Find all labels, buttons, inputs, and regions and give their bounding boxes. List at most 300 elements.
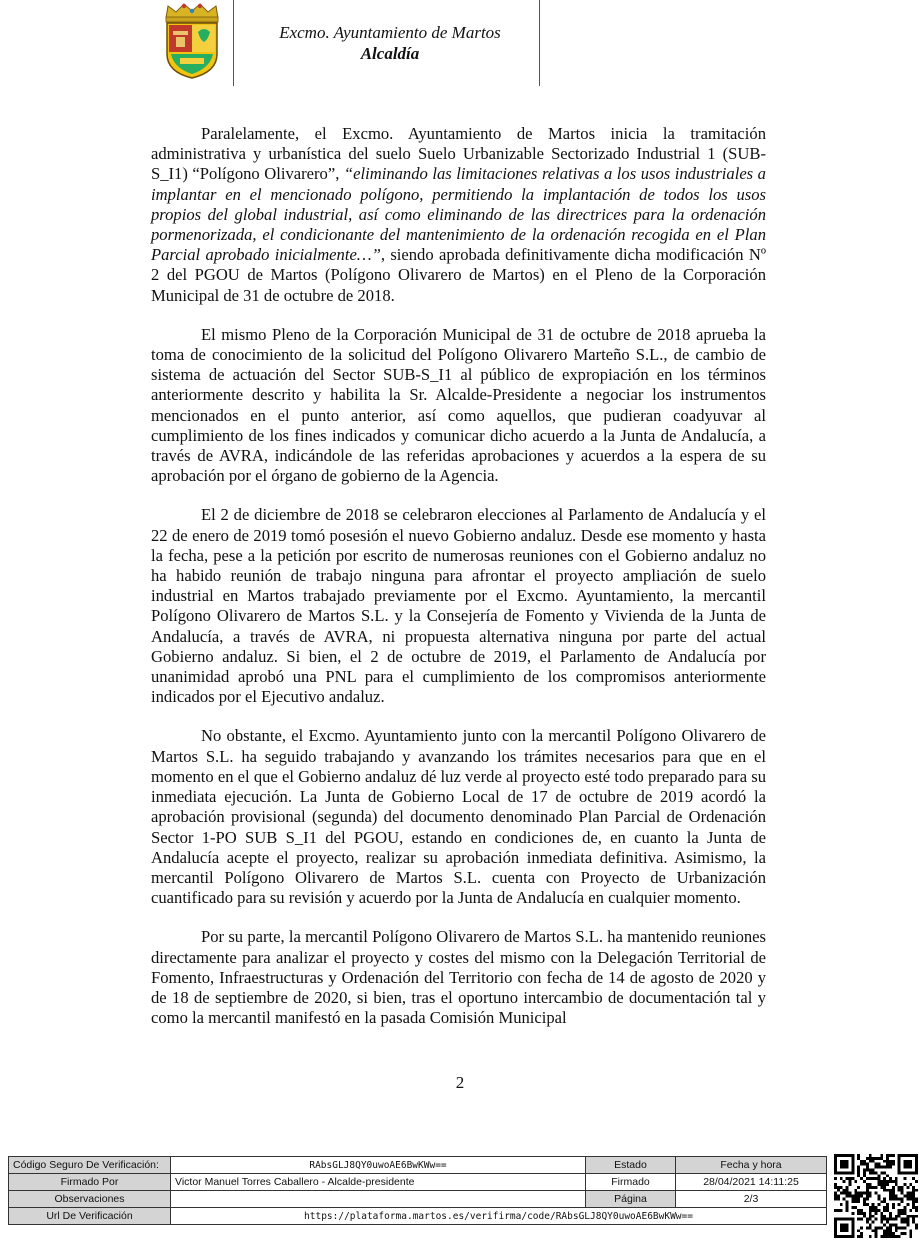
verification-row-url xyxy=(9,1208,827,1225)
qr-module xyxy=(843,1226,846,1229)
qr-module xyxy=(883,1189,886,1192)
qr-module xyxy=(886,1229,889,1232)
qr-module xyxy=(912,1177,915,1180)
qr-module xyxy=(875,1171,878,1174)
qr-module xyxy=(901,1171,904,1174)
qr-module xyxy=(860,1177,863,1180)
qr-module xyxy=(872,1171,875,1174)
qr-module xyxy=(886,1166,889,1169)
qr-module xyxy=(857,1200,860,1203)
qr-module xyxy=(915,1166,918,1169)
qr-module xyxy=(889,1212,892,1215)
qr-module xyxy=(848,1180,851,1183)
qr-module xyxy=(875,1186,878,1189)
qr-module xyxy=(880,1171,883,1174)
qr-module xyxy=(840,1226,843,1229)
qr-module xyxy=(877,1197,880,1200)
qr-module xyxy=(837,1154,840,1157)
qr-module xyxy=(851,1163,854,1166)
qr-module xyxy=(909,1229,912,1232)
qr-module xyxy=(875,1209,878,1212)
document-body xyxy=(151,124,766,1047)
qr-module xyxy=(912,1200,915,1203)
qr-module xyxy=(883,1197,886,1200)
qr-module xyxy=(860,1232,863,1235)
qr-module xyxy=(886,1160,889,1163)
qr-module xyxy=(843,1229,846,1232)
qr-module xyxy=(886,1203,889,1206)
qr-module xyxy=(892,1192,895,1195)
qr-module xyxy=(863,1180,866,1183)
qr-module xyxy=(843,1154,846,1157)
qr-module xyxy=(857,1235,860,1238)
qr-module xyxy=(898,1166,901,1169)
firmado-por-label: Firmado Por xyxy=(9,1174,171,1191)
qr-module xyxy=(857,1157,860,1160)
qr-module xyxy=(880,1200,883,1203)
qr-module xyxy=(846,1177,849,1180)
qr-module xyxy=(857,1154,860,1157)
qr-module xyxy=(904,1166,907,1169)
qr-module xyxy=(840,1171,843,1174)
qr-module xyxy=(901,1154,904,1157)
qr-module xyxy=(912,1197,915,1200)
qr-module xyxy=(854,1197,857,1200)
qr-module xyxy=(840,1166,843,1169)
header-divider-left xyxy=(233,0,234,86)
qr-module xyxy=(898,1171,901,1174)
qr-module xyxy=(915,1180,918,1183)
qr-module xyxy=(901,1226,904,1229)
qr-module xyxy=(883,1166,886,1169)
qr-module xyxy=(846,1209,849,1212)
qr-module xyxy=(846,1186,849,1189)
qr-module xyxy=(834,1229,837,1232)
qr-module xyxy=(851,1229,854,1232)
qr-module xyxy=(848,1192,851,1195)
qr-module xyxy=(843,1218,846,1221)
qr-module xyxy=(880,1180,883,1183)
qr-module xyxy=(901,1189,904,1192)
qr-module xyxy=(906,1154,909,1157)
qr-module xyxy=(904,1212,907,1215)
qr-module xyxy=(846,1224,849,1227)
qr-module xyxy=(886,1189,889,1192)
qr-module xyxy=(834,1226,837,1229)
qr-module xyxy=(898,1215,901,1218)
qr-module xyxy=(866,1192,869,1195)
qr-module xyxy=(915,1226,918,1229)
qr-module xyxy=(875,1232,878,1235)
qr-module xyxy=(872,1168,875,1171)
qr-module xyxy=(901,1221,904,1224)
qr-module xyxy=(851,1160,854,1163)
codigo-value: RAbsGLJ8QY0uwoAE6BwKWw== xyxy=(171,1157,586,1174)
qr-module xyxy=(895,1195,898,1198)
qr-module xyxy=(886,1235,889,1238)
qr-module xyxy=(875,1157,878,1160)
qr-module xyxy=(860,1212,863,1215)
qr-module xyxy=(877,1163,880,1166)
qr-module xyxy=(915,1160,918,1163)
paragraph-1-intro: Paralelamente, el Excmo. Ayuntamiento de Martos inicia la tramitación administrativa y urbanística del suelo Suelo Urbanizable Sectorizado Industrial 1 (SUB-S_I1) “Polígono Olivarero”, xyxy=(151,124,766,184)
qr-module xyxy=(880,1226,883,1229)
qr-module xyxy=(863,1174,866,1177)
qr-module xyxy=(877,1166,880,1169)
qr-module xyxy=(880,1212,883,1215)
qr-module xyxy=(898,1163,901,1166)
qr-module xyxy=(846,1189,849,1192)
qr-module xyxy=(889,1160,892,1163)
qr-module xyxy=(889,1154,892,1157)
qr-module xyxy=(851,1212,854,1215)
qr-module xyxy=(898,1212,901,1215)
qr-module xyxy=(860,1192,863,1195)
qr-module xyxy=(857,1209,860,1212)
qr-module xyxy=(843,1171,846,1174)
qr-module xyxy=(898,1209,901,1212)
qr-module xyxy=(869,1209,872,1212)
qr-module xyxy=(904,1163,907,1166)
qr-module xyxy=(895,1218,898,1221)
qr-module xyxy=(840,1218,843,1221)
qr-module xyxy=(860,1163,863,1166)
qr-module xyxy=(912,1195,915,1198)
qr-module xyxy=(889,1195,892,1198)
qr-module xyxy=(883,1209,886,1212)
qr-module xyxy=(892,1203,895,1206)
qr-module xyxy=(863,1212,866,1215)
qr-module xyxy=(851,1224,854,1227)
qr-module xyxy=(912,1171,915,1174)
qr-module xyxy=(909,1166,912,1169)
qr-module xyxy=(854,1195,857,1198)
qr-module xyxy=(843,1189,846,1192)
qr-module xyxy=(892,1180,895,1183)
qr-module xyxy=(846,1218,849,1221)
qr-module xyxy=(843,1166,846,1169)
qr-module xyxy=(895,1235,898,1238)
qr-module xyxy=(863,1192,866,1195)
qr-module xyxy=(886,1174,889,1177)
qr-module xyxy=(883,1177,886,1180)
qr-module xyxy=(883,1235,886,1238)
qr-module xyxy=(863,1200,866,1203)
qr-module xyxy=(904,1154,907,1157)
qr-module xyxy=(886,1232,889,1235)
qr-module xyxy=(866,1186,869,1189)
qr-module xyxy=(834,1218,837,1221)
qr-module xyxy=(840,1192,843,1195)
qr-module xyxy=(880,1186,883,1189)
qr-module xyxy=(892,1218,895,1221)
qr-module xyxy=(834,1154,837,1157)
qr-module xyxy=(906,1215,909,1218)
qr-module xyxy=(912,1203,915,1206)
qr-module xyxy=(883,1206,886,1209)
qr-module xyxy=(848,1183,851,1186)
qr-module xyxy=(869,1168,872,1171)
qr-module xyxy=(889,1166,892,1169)
qr-module xyxy=(872,1160,875,1163)
qr-module xyxy=(866,1203,869,1206)
qr-module xyxy=(880,1215,883,1218)
qr-module xyxy=(883,1224,886,1227)
qr-module xyxy=(906,1192,909,1195)
qr-module xyxy=(872,1215,875,1218)
qr-module xyxy=(851,1235,854,1238)
qr-module xyxy=(898,1235,901,1238)
observaciones-value xyxy=(171,1191,586,1208)
qr-module xyxy=(869,1215,872,1218)
qr-module xyxy=(906,1218,909,1221)
fecha-label: Fecha y hora xyxy=(676,1157,827,1174)
qr-module xyxy=(875,1226,878,1229)
qr-module xyxy=(892,1224,895,1227)
qr-module xyxy=(912,1154,915,1157)
qr-module xyxy=(886,1209,889,1212)
qr-module xyxy=(906,1160,909,1163)
qr-module xyxy=(860,1235,863,1238)
qr-module xyxy=(898,1197,901,1200)
qr-module xyxy=(843,1224,846,1227)
url-value[interactable]: https://plataforma.martos.es/verifirma/code/RAbsGLJ8QY0uwoAE6BwKWw== xyxy=(171,1208,827,1225)
qr-module xyxy=(901,1192,904,1195)
qr-module xyxy=(840,1224,843,1227)
qr-module xyxy=(843,1160,846,1163)
qr-module xyxy=(877,1183,880,1186)
qr-module xyxy=(889,1218,892,1221)
qr-module xyxy=(869,1206,872,1209)
qr-module xyxy=(875,1235,878,1238)
qr-module xyxy=(869,1226,872,1229)
qr-module xyxy=(909,1160,912,1163)
qr-module xyxy=(889,1177,892,1180)
qr-module xyxy=(863,1168,866,1171)
qr-module xyxy=(915,1206,918,1209)
pagina-label: Página xyxy=(586,1191,676,1208)
qr-module xyxy=(834,1183,837,1186)
qr-module xyxy=(909,1195,912,1198)
qr-module xyxy=(846,1203,849,1206)
qr-module xyxy=(866,1218,869,1221)
qr-module xyxy=(898,1157,901,1160)
qr-module xyxy=(886,1163,889,1166)
qr-module xyxy=(901,1186,904,1189)
qr-module xyxy=(892,1206,895,1209)
qr-module xyxy=(912,1186,915,1189)
qr-module xyxy=(837,1209,840,1212)
qr-module xyxy=(883,1171,886,1174)
qr-module xyxy=(915,1197,918,1200)
qr-module xyxy=(877,1177,880,1180)
qr-module xyxy=(912,1215,915,1218)
qr-module xyxy=(889,1163,892,1166)
qr-module xyxy=(886,1221,889,1224)
qr-module xyxy=(840,1209,843,1212)
qr-module xyxy=(846,1171,849,1174)
qr-module xyxy=(906,1186,909,1189)
qr-module xyxy=(851,1168,854,1171)
qr-module xyxy=(915,1215,918,1218)
institution-name: Excmo. Ayuntamiento de Martos xyxy=(279,23,501,42)
qr-module xyxy=(880,1221,883,1224)
qr-module xyxy=(872,1177,875,1180)
qr-module xyxy=(889,1235,892,1238)
qr-module xyxy=(906,1203,909,1206)
qr-module xyxy=(895,1197,898,1200)
qr-module xyxy=(866,1197,869,1200)
qr-module xyxy=(912,1221,915,1224)
verification-row-signer xyxy=(9,1174,827,1191)
qr-module xyxy=(912,1192,915,1195)
qr-module xyxy=(915,1157,918,1160)
qr-module xyxy=(857,1197,860,1200)
qr-module xyxy=(915,1200,918,1203)
qr-module xyxy=(883,1160,886,1163)
qr-module xyxy=(840,1160,843,1163)
letterhead xyxy=(240,22,540,64)
qr-module xyxy=(866,1195,869,1198)
qr-module xyxy=(895,1180,898,1183)
qr-module xyxy=(901,1200,904,1203)
qr-module xyxy=(869,1235,872,1238)
qr-module xyxy=(906,1195,909,1198)
qr-module xyxy=(860,1160,863,1163)
qr-module xyxy=(869,1224,872,1227)
qr-module xyxy=(869,1171,872,1174)
qr-module xyxy=(886,1154,889,1157)
qr-module xyxy=(869,1154,872,1157)
qr-module xyxy=(834,1166,837,1169)
qr-module xyxy=(837,1189,840,1192)
qr-module xyxy=(883,1229,886,1232)
paragraph-4: No obstante, el Excmo. Ayuntamiento junto con la mercantil Polígono Olivarero de Martos S.L. ha seguido trabajando y avanzando los trámites necesarios para que en el momento en el que el Gobierno andaluz dé luz verde al proyecto esté todo preparado para su inmediata ejecución. La Junta de Gobierno Local de 17 de octubre de 2019 acordó la aprobación provisional (segunda) del documento denominado Plan Parcial de Ordenación Sector 1-PO SUB S_I1 del PGOU, estando en condiciones de, en cuanto la Junta de Andalucía acepte el proyecto, realizar su aprobación inmediata definitiva. Asimismo, la mercantil Polígono Olivarero de Martos S.L. cuenta con Proyecto de Urbanización cuantificado para su revisión y acuerdo por la Junta de Andalucía en cualquier momento. xyxy=(151,726,766,908)
qr-module xyxy=(843,1192,846,1195)
qr-module xyxy=(906,1171,909,1174)
qr-module xyxy=(875,1177,878,1180)
qr-module xyxy=(851,1226,854,1229)
qr-module xyxy=(869,1157,872,1160)
qr-module xyxy=(869,1218,872,1221)
qr-module xyxy=(906,1163,909,1166)
qr-module xyxy=(912,1189,915,1192)
qr-module xyxy=(851,1232,854,1235)
qr-module xyxy=(872,1206,875,1209)
paragraph-1-quote: “eliminando las limitaciones relativas a los usos industriales a implantar en el mencionado polígono, permitiendo la implantación de todos los usos propios del global industrial, así como eliminando de las directrices para la ordenación pormenorizada, el condicionante del mantenimiento de la ordenación recogida en el Plan Parcial aprobado inicialmente…” xyxy=(151,164,766,265)
qr-module xyxy=(901,1197,904,1200)
qr-module xyxy=(901,1218,904,1221)
qr-module xyxy=(915,1171,918,1174)
paragraph-3: El 2 de diciembre de 2018 se celebraron elecciones al Parlamento de Andalucía y el 22 de enero de 2019 tomó posesión el nuevo Gobierno andaluz. Desde ese momento y hasta la fecha, pese a la petición por escrito de numerosas reuniones con el Gobierno andaluz no ha habido reunión de trabajo ninguna para afrontar el proyecto ampliación de suelo industrial en Martos trabajado previamente por el Excmo. Ayuntamiento, la mercantil Polígono Olivarero de Martos S.L. y la Consejería de Fomento y Vivienda de la Junta de Andalucía, a través de AVRA, ni propuesta alternativa ninguna por parte del actual Gobierno andaluz. Si bien, el 2 de octubre de 2019, el Parlamento de Andalucía por unanimidad aprobó una PNL para el cumplimiento de los compromisos anteriormente indicados por el Ejecutivo andaluz. xyxy=(151,505,766,707)
verification-table xyxy=(8,1156,827,1225)
qr-module xyxy=(898,1168,901,1171)
verification-row-code xyxy=(9,1157,827,1174)
qr-module xyxy=(895,1215,898,1218)
qr-module xyxy=(906,1166,909,1169)
qr-module xyxy=(904,1195,907,1198)
paragraph-5: Por su parte, la mercantil Polígono Olivarero de Martos S.L. ha mantenido reuniones directamente para analizar el proyecto y costes del mismo con la Delegación Territorial de Fomento, Infraestructuras y Ordenación del Territorio con fecha de 14 de agosto de 2020 y de 18 de septiembre de 2020, si bien, tras el oportuno intercambio de documentación tal y como la mercantil manifestó en la pasada Comisión Municipal xyxy=(151,927,766,1028)
qr-module xyxy=(904,1226,907,1229)
qr-module xyxy=(904,1221,907,1224)
qr-module xyxy=(889,1215,892,1218)
verification-row-observations xyxy=(9,1191,827,1208)
qr-module xyxy=(869,1212,872,1215)
qr-module xyxy=(834,1177,837,1180)
qr-module xyxy=(851,1206,854,1209)
qr-module xyxy=(909,1197,912,1200)
qr-module xyxy=(866,1177,869,1180)
qr-module xyxy=(848,1235,851,1238)
qr-module xyxy=(866,1183,869,1186)
qr-module xyxy=(848,1177,851,1180)
qr-module xyxy=(886,1218,889,1221)
qr-module xyxy=(863,1171,866,1174)
qr-module xyxy=(851,1218,854,1221)
qr-module xyxy=(840,1229,843,1232)
qr-module xyxy=(863,1160,866,1163)
qr-module xyxy=(906,1221,909,1224)
qr-module xyxy=(892,1154,895,1157)
qr-module xyxy=(892,1232,895,1235)
qr-module xyxy=(846,1200,849,1203)
qr-module xyxy=(869,1177,872,1180)
qr-module xyxy=(837,1218,840,1221)
qr-module xyxy=(872,1229,875,1232)
qr-module xyxy=(906,1224,909,1227)
qr-module xyxy=(895,1224,898,1227)
qr-module xyxy=(906,1197,909,1200)
qr-module xyxy=(901,1209,904,1212)
qr-module xyxy=(851,1177,854,1180)
coat-of-arms-icon xyxy=(158,2,226,80)
qr-module xyxy=(834,1195,837,1198)
qr-module xyxy=(904,1183,907,1186)
qr-module xyxy=(848,1154,851,1157)
qr-module xyxy=(889,1232,892,1235)
qr-module xyxy=(883,1183,886,1186)
qr-module xyxy=(904,1171,907,1174)
qr-module xyxy=(851,1157,854,1160)
qr-module xyxy=(886,1180,889,1183)
qr-module xyxy=(843,1197,846,1200)
qr-module xyxy=(840,1154,843,1157)
qr-module xyxy=(851,1154,854,1157)
qr-module xyxy=(846,1206,849,1209)
qr-module xyxy=(834,1186,837,1189)
qr-module xyxy=(857,1166,860,1169)
qr-module xyxy=(846,1154,849,1157)
qr-module xyxy=(846,1226,849,1229)
qr-module xyxy=(869,1192,872,1195)
estado-label: Estado xyxy=(586,1157,676,1174)
qr-module xyxy=(892,1160,895,1163)
qr-module xyxy=(883,1186,886,1189)
qr-module xyxy=(886,1157,889,1160)
qr-module xyxy=(892,1163,895,1166)
qr-module xyxy=(875,1206,878,1209)
qr-module xyxy=(854,1189,857,1192)
estado-value: Firmado xyxy=(586,1174,676,1191)
qr-module xyxy=(895,1183,898,1186)
qr-module xyxy=(869,1195,872,1198)
qr-module xyxy=(883,1232,886,1235)
qr-module xyxy=(837,1197,840,1200)
qr-module xyxy=(866,1226,869,1229)
qr-module xyxy=(886,1226,889,1229)
qr-module xyxy=(834,1224,837,1227)
qr-module xyxy=(875,1163,878,1166)
